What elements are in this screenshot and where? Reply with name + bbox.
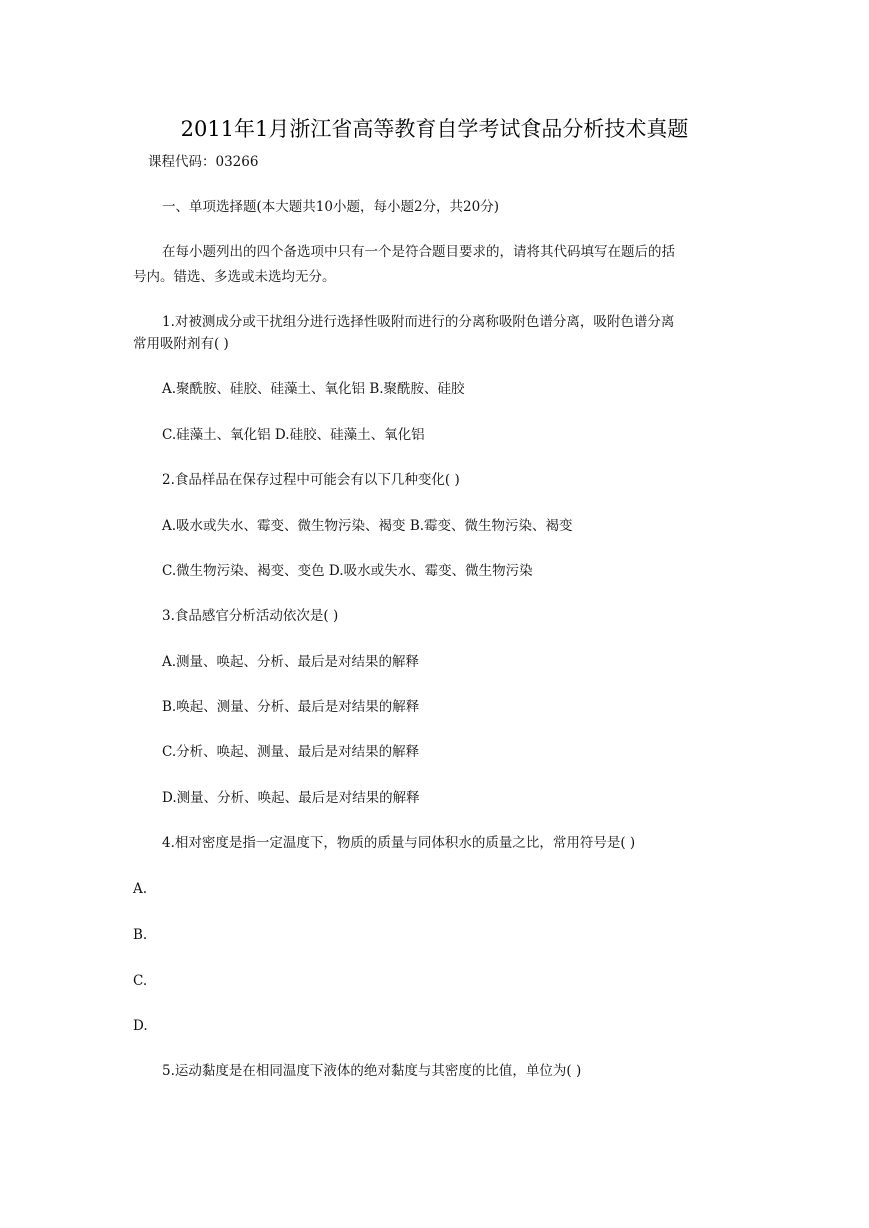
section-heading: 一、单项选择题(本大题共10小题，每小题2分，共20分): [162, 199, 499, 215]
question-4-option-b: B.: [133, 927, 148, 943]
question-3-stem: 3.食品感官分析活动依次是( ): [162, 608, 339, 624]
instructions-line-1: 在每小题列出的四个备选项中只有一个是符合题目要求的，请将其代码填写在题后的括: [162, 244, 675, 260]
question-5-stem: 5.运动黏度是在相同温度下液体的绝对黏度与其密度的比值，单位为( ): [162, 1063, 582, 1079]
question-2-option-ab: A.吸水或失水、霉变、微生物污染、褐变 B.霉变、微生物污染、褐变: [162, 518, 573, 534]
question-4-option-c: C.: [133, 973, 148, 989]
instructions-line-2: 号内。错选、多选或未选均无分。: [133, 269, 336, 285]
question-1-option-cd: C.硅藻土、氧化铝 D.硅胶、硅藻土、氧化铝: [162, 427, 425, 443]
question-1-option-ab: A.聚酰胺、硅胶、硅藻土、氧化铝 B.聚酰胺、硅胶: [162, 381, 465, 397]
question-2-stem: 2.食品样品在保存过程中可能会有以下几种变化( ): [162, 472, 460, 488]
question-4-option-d: D.: [133, 1018, 148, 1034]
course-code: 课程代码：03266: [148, 154, 259, 170]
question-3-option-a: A.测量、唤起、分析、最后是对结果的解释: [162, 654, 420, 670]
question-4-stem: 4.相对密度是指一定温度下，物质的质量与同体积水的质量之比，常用符号是( ): [162, 835, 636, 851]
question-4-option-a: A.: [133, 881, 148, 897]
question-1-stem: 1.对被测成分或干扰组分进行选择性吸附而进行的分离称吸附色谱分离，吸附色谱分离: [162, 314, 675, 330]
question-3-option-c: C.分析、唤起、测量、最后是对结果的解释: [162, 744, 420, 760]
question-3-option-b: B.唤起、测量、分析、最后是对结果的解释: [162, 699, 420, 715]
question-1-stem-cont: 常用吸附剂有( ): [133, 336, 229, 352]
question-2-option-cd: C.微生物污染、褐变、变色 D.吸水或失水、霉变、微生物污染: [162, 563, 533, 579]
page-title: 2011年1月浙江省高等教育自学考试食品分析技术真题: [180, 117, 689, 141]
question-3-option-d: D.测量、分析、唤起、最后是对结果的解释: [162, 790, 420, 806]
